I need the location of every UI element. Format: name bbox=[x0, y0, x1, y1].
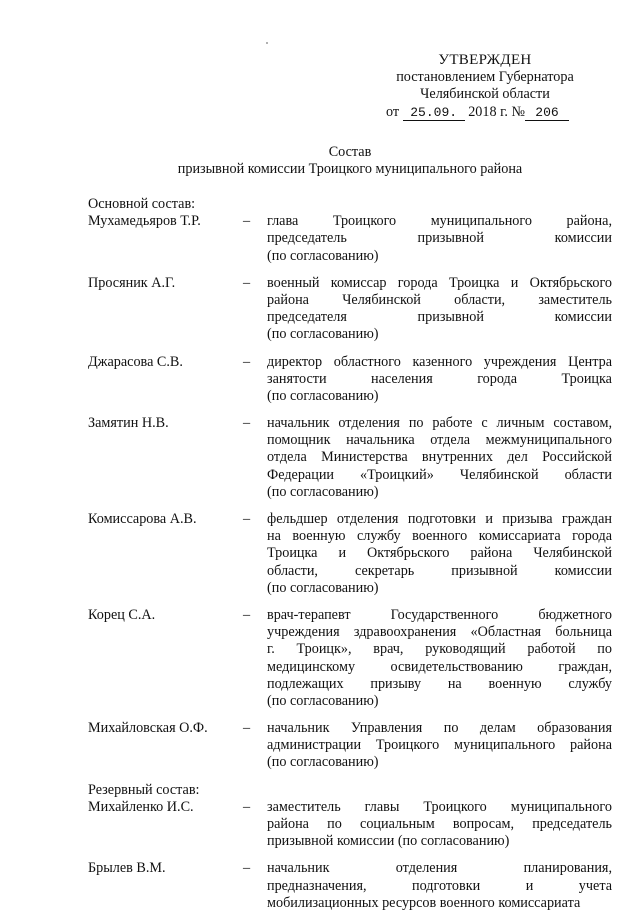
approval-date: 25.09. bbox=[403, 105, 465, 121]
member-role-line: врач-терапевт Государственного бюджетного bbox=[267, 606, 612, 623]
member-role bbox=[267, 860, 612, 912]
member-dash: – bbox=[243, 798, 251, 815]
member-entry bbox=[88, 354, 612, 406]
member-role-line: области, секретарь призывной комиссии bbox=[267, 562, 612, 579]
approval-number: 206 bbox=[525, 105, 569, 121]
member-role-line: призывной комиссии (по согласованию) bbox=[267, 833, 510, 850]
member-entry bbox=[88, 799, 612, 851]
member-role-line: отдела Министерства внутренних дел Российской bbox=[267, 449, 612, 466]
member-name: Брылев В.М. bbox=[88, 860, 166, 877]
member-role-line: района Челябинской области, заместитель bbox=[267, 291, 612, 308]
approval-date-line bbox=[380, 104, 590, 121]
member-role bbox=[267, 213, 612, 265]
member-role-line: военный комиссар города Троицка и Октябрьского bbox=[267, 274, 612, 291]
member-role bbox=[267, 607, 612, 710]
member-role-line: (по согласованию) bbox=[267, 483, 379, 500]
member-role-line: помощник начальника отдела межмуниципального bbox=[267, 432, 612, 449]
member-dash: – bbox=[243, 511, 251, 528]
member-role-line: начальник отделения по работе с личным составом, bbox=[267, 415, 612, 432]
member-dash: – bbox=[243, 415, 251, 432]
document-title bbox=[60, 144, 640, 178]
member-role-line: председатель призывной комиссии bbox=[267, 230, 612, 247]
approval-from-prefix: от bbox=[386, 103, 400, 120]
member-entry bbox=[88, 860, 612, 912]
member-role-line: администрации Троицкого муниципального района bbox=[267, 737, 612, 754]
member-name: Просяник А.Г. bbox=[88, 274, 176, 291]
member-role-line: заместитель главы Троицкого муниципального bbox=[267, 798, 612, 815]
approval-number-sign: № bbox=[511, 103, 525, 120]
member-role bbox=[267, 511, 612, 597]
member-role-line: подлежащих призыву на военную службу bbox=[267, 675, 612, 692]
member-dash: – bbox=[243, 606, 251, 623]
member-name: Замятин Н.В. bbox=[88, 415, 169, 432]
reserve-composition-list bbox=[88, 799, 612, 912]
member-name: Михайловская О.Ф. bbox=[88, 720, 208, 737]
member-role-line: директор областного казенного учреждения Центра bbox=[267, 353, 612, 370]
member-dash: – bbox=[243, 213, 251, 230]
member-role-line: начальник Управления по делам образования bbox=[267, 720, 612, 737]
approval-title: УТВЕРЖДЕН bbox=[438, 52, 532, 68]
member-dash: – bbox=[243, 720, 251, 737]
member-role-line: Федерации «Троицкий» Челябинской области bbox=[267, 466, 612, 483]
member-role-line: (по согласованию) bbox=[267, 387, 379, 404]
scan-speck bbox=[266, 42, 268, 44]
member-role bbox=[267, 415, 612, 501]
commission-roster bbox=[88, 196, 612, 922]
member-entry bbox=[88, 415, 612, 501]
member-role-line: председателя призывной комиссии bbox=[267, 309, 612, 326]
member-role-line: района по социальным вопросам, председатель bbox=[267, 816, 612, 833]
document-title-line-1: Состав bbox=[328, 144, 372, 160]
member-dash: – bbox=[243, 274, 251, 291]
member-role-line: фельдшер отделения подготовки и призыва граждан bbox=[267, 511, 612, 528]
member-name: Корец С.А. bbox=[88, 606, 156, 623]
member-role-line: (по согласованию) bbox=[267, 247, 379, 264]
member-role bbox=[267, 720, 612, 772]
member-role-line: предназначения, подготовки и учета bbox=[267, 877, 612, 894]
member-role-line: (по согласованию) bbox=[267, 579, 379, 596]
main-composition-list bbox=[88, 213, 612, 771]
member-entry bbox=[88, 275, 612, 344]
member-role-line: глава Троицкого муниципального района, bbox=[267, 213, 612, 230]
member-role-line: (по согласованию) bbox=[267, 692, 379, 709]
member-entry bbox=[88, 607, 612, 710]
member-entry bbox=[88, 511, 612, 597]
main-composition-label: Основной состав: bbox=[88, 196, 196, 212]
approval-line-2: Челябинской области bbox=[420, 86, 550, 103]
document-title-line-2: призывной комиссии Троицкого муниципального района bbox=[177, 161, 523, 178]
reserve-composition-label: Резервный состав: bbox=[88, 781, 200, 798]
approval-block bbox=[380, 52, 590, 121]
approval-line-1: постановлением Губернатора bbox=[396, 69, 574, 86]
member-name: Михайленко И.С. bbox=[88, 798, 194, 815]
member-role-line: мобилизационных ресурсов военного комиссариата bbox=[267, 894, 581, 911]
member-role-line: медицинскому освидетельствованию граждан, bbox=[267, 658, 612, 675]
member-role-line: Троицка и Октябрьского района Челябинской bbox=[267, 545, 612, 562]
member-role-line: начальник отделения планирования, bbox=[267, 860, 612, 877]
member-role bbox=[267, 799, 612, 851]
member-name: Мухамедьяров Т.Р. bbox=[88, 213, 201, 230]
member-role bbox=[267, 354, 612, 406]
member-entry bbox=[88, 720, 612, 772]
member-dash: – bbox=[243, 353, 251, 370]
member-role-line: на военную службу военного комиссариата города bbox=[267, 528, 612, 545]
member-role-line: (по согласованию) bbox=[267, 326, 379, 343]
member-role-line: занятости населения города Троицка bbox=[267, 370, 612, 387]
member-entry bbox=[88, 213, 612, 265]
member-role-line: г. Троицк», врач, руководящий работой по bbox=[267, 641, 612, 658]
member-role-line: учреждения здравоохранения «Областная больница bbox=[267, 624, 612, 641]
member-name: Комиссарова А.В. bbox=[88, 511, 197, 528]
member-name: Джарасова С.В. bbox=[88, 353, 183, 370]
member-role-line: (по согласованию) bbox=[267, 754, 379, 771]
member-dash: – bbox=[243, 860, 251, 877]
member-role bbox=[267, 275, 612, 344]
approval-year: 2018 г. bbox=[468, 103, 508, 120]
